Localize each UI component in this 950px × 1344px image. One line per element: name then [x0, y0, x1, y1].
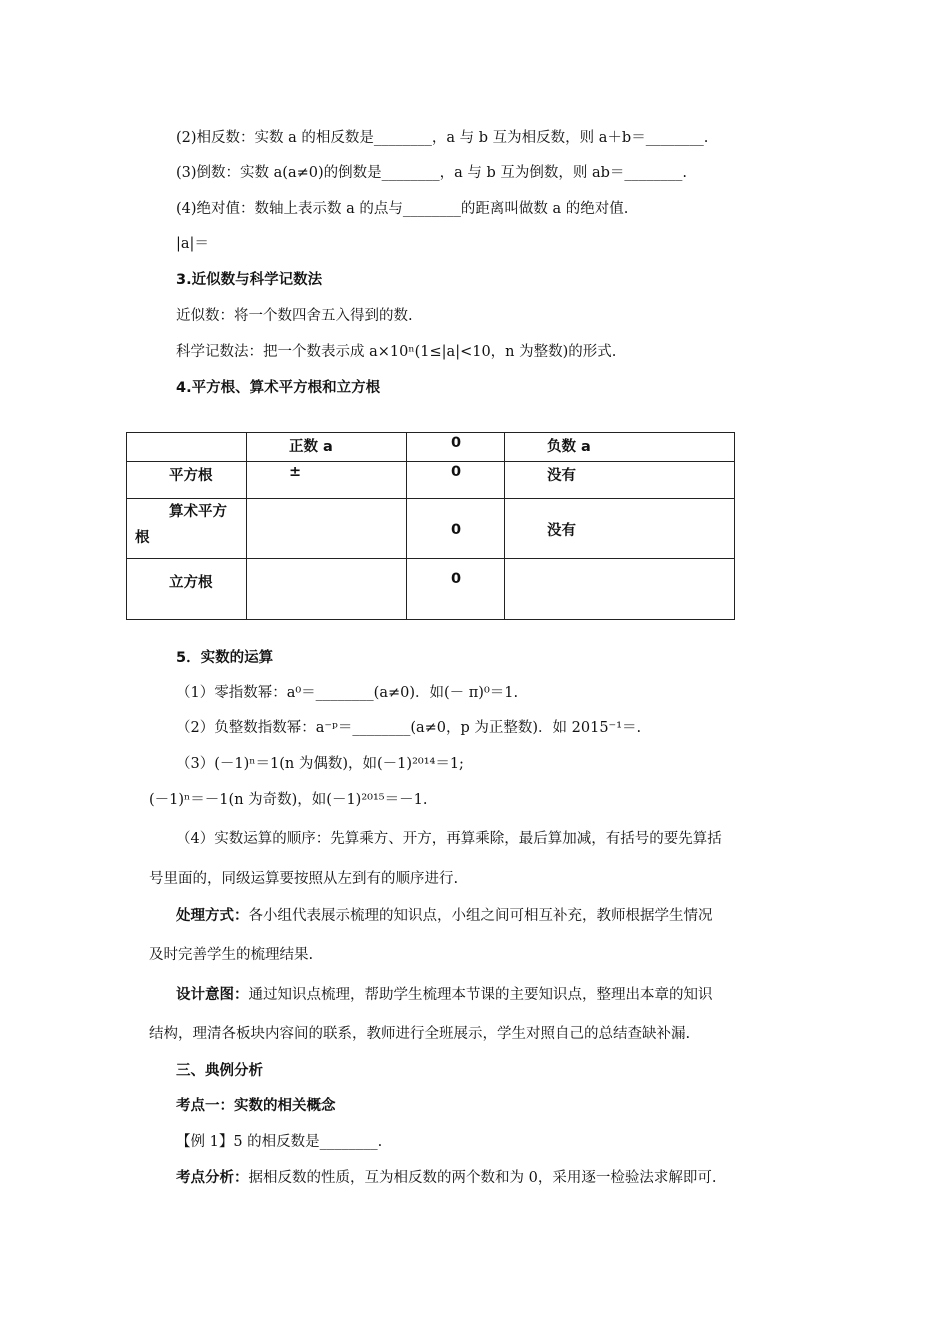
table-cell: 没有: [547, 523, 576, 539]
absolute-value-formula: |a|＝: [176, 236, 209, 252]
section-5-heading: 5．实数的运算: [176, 650, 274, 666]
scientific-notation-line: 科学记数法：把一个数表示成 a×10ⁿ(1≤|a|<10，n 为整数)的形式.: [176, 344, 617, 360]
table-cell: 平方根: [169, 468, 213, 484]
table-header-cell: [127, 433, 246, 435]
table-header-cell: 正数 a: [289, 439, 333, 455]
negative-exponent-line: （2）负整数指数幂：a⁻ᵖ＝________(a≠0，p 为正整数)．如 2015⁻¹＝.: [176, 720, 642, 736]
table-header-row: [127, 433, 735, 462]
design-text-2: 结构，理清各板块内容间的联系，教师进行全班展示，学生对照自己的总结查缺补漏.: [149, 1026, 691, 1042]
method-text: 各小组代表展示梳理的知识点，小组之间可相互补充，教师根据学生情况: [248, 908, 713, 924]
table-header-cell: 负数 a: [547, 439, 591, 455]
table-cell: [505, 559, 734, 561]
analysis-text: 据相反数的性质，互为相反数的两个数和为 0，采用逐一检验法求解即可.: [248, 1170, 717, 1186]
table-cell: 0: [451, 571, 462, 587]
method-text-2: 及时完善学生的梳理结果.: [149, 947, 314, 963]
table-header-cell: 0: [451, 435, 462, 451]
table-cell: 0: [451, 521, 462, 538]
reciprocal-line: (3)倒数：实数 a(a≠0)的倒数是________，a 与 b 互为倒数，则 ab＝________.: [176, 165, 688, 181]
roots-table: [126, 432, 735, 620]
table-row: [127, 499, 735, 559]
table-cell: ±: [289, 464, 302, 480]
point-1-heading: 考点一：实数的相关概念: [176, 1098, 336, 1114]
section-3-heading: 3.近似数与科学记数法: [176, 272, 323, 288]
even-power-line: （3）(－1)ⁿ＝1(n 为偶数)，如(－1)²⁰¹⁴＝1;: [176, 756, 464, 772]
section-4-heading: 4.平方根、算术平方根和立方根: [176, 380, 381, 396]
table-cell: 算术平方根: [135, 504, 227, 546]
analysis-paragraph: [176, 1168, 716, 1188]
design-label: 设计意图：: [176, 987, 249, 1003]
section-three-heading: 三、典例分析: [176, 1063, 263, 1079]
opposite-number-line: (2)相反数：实数 a 的相反数是________，a 与 b 互为相反数，则 a＋b＝________.: [176, 130, 709, 146]
table-row: [127, 559, 735, 620]
odd-power-line: (－1)ⁿ＝－1(n 为奇数)，如(－1)²⁰¹⁵＝－1.: [149, 792, 428, 808]
analysis-label: 考点分析：: [176, 1170, 249, 1186]
design-paragraph: [176, 985, 713, 1005]
operation-order-line: （4）实数运算的顺序：先算乘方、开方，再算乘除，最后算加减，有括号的要先算括: [176, 831, 722, 847]
design-text: 通过知识点梳理，帮助学生梳理本节课的主要知识点，整理出本章的知识: [248, 987, 713, 1003]
zero-exponent-line: （1）零指数幂：a⁰＝________(a≠0)．如(－ π)⁰＝1.: [176, 685, 519, 701]
absolute-value-line: (4)绝对值：数轴上表示数 a 的点与________的距离叫做数 a 的绝对值.: [176, 201, 629, 217]
table-cell: 没有: [547, 468, 576, 484]
approximate-number-line: 近似数：将一个数四舍五入得到的数.: [176, 308, 413, 324]
table-cell: [247, 499, 406, 501]
method-paragraph: [176, 906, 713, 926]
table-cell: 0: [451, 464, 462, 480]
table-cell: [247, 559, 406, 561]
method-label: 处理方式：: [176, 908, 249, 924]
example-1: 【例 1】5 的相反数是________.: [176, 1134, 383, 1150]
table-row: [127, 462, 735, 499]
table-cell: 立方根: [169, 575, 213, 591]
operation-order-line-2: 号里面的，同级运算要按照从左到有的顺序进行.: [149, 871, 459, 887]
